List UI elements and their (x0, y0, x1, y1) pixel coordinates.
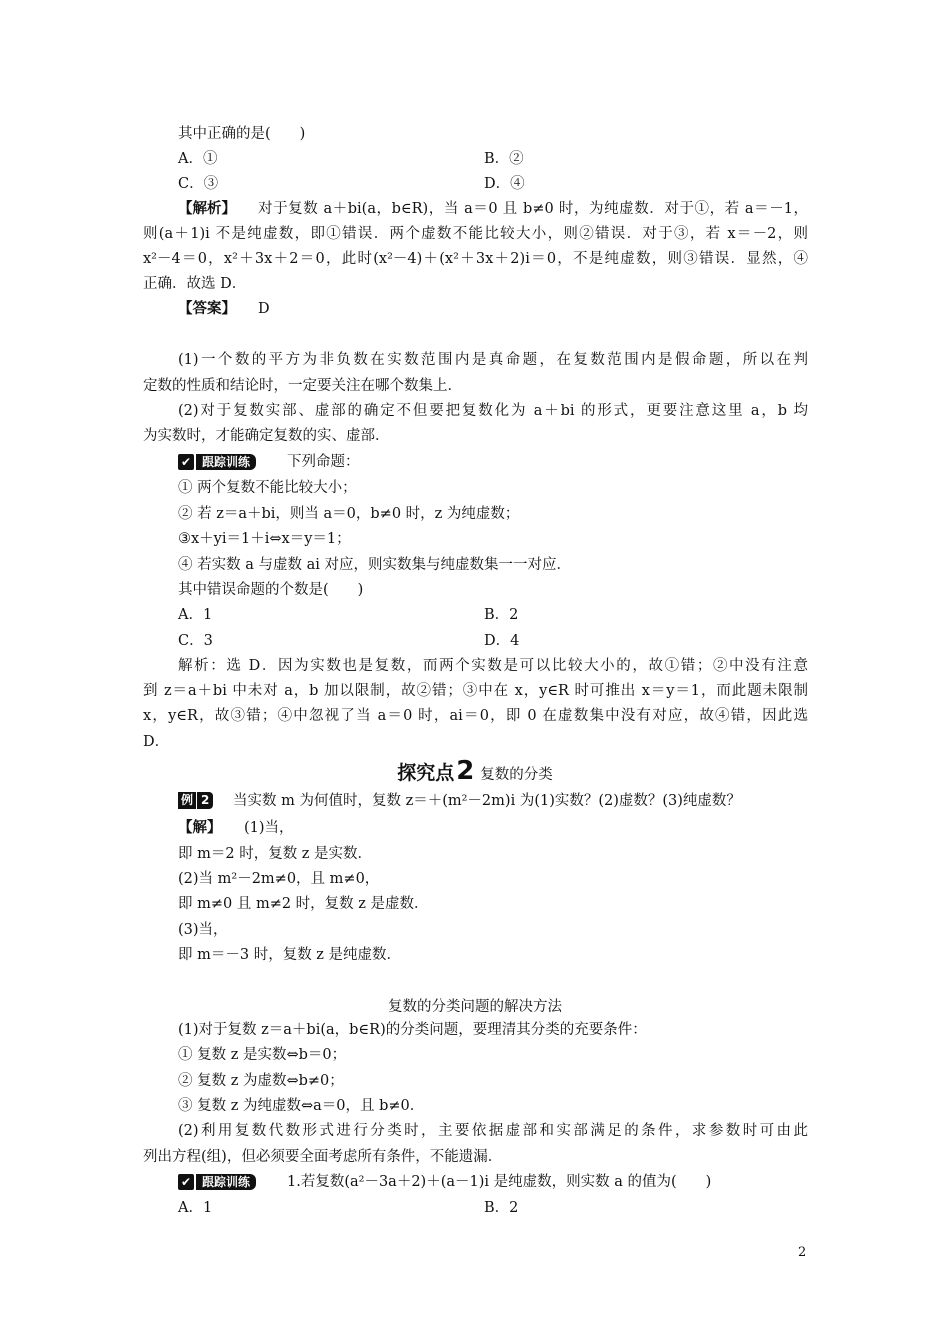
section-number: 2 (456, 756, 475, 786)
training-option-a: A．1 (178, 607, 213, 623)
example-line-4: 即 m≠0 且 m≠2 时，复数 z 是虚数． (178, 896, 429, 912)
check-icon: ✔ (178, 1174, 194, 1190)
training-question: 其中错误命题的个数是( ) (178, 582, 364, 598)
note-line-2: 定数的性质和结论时，一定要关注在哪个数集上． (143, 378, 462, 394)
solution-line-3: x，y∈R，故③错；④中忽视了当 a＝0 时，ai＝0，即 0 在虚数集中没有对应，故④错，因此选 (143, 708, 808, 724)
analysis-line-2: 则(a＋1)i 不是纯虚数，即①错误．两个虚数不能比较大小，则②错误．对于③，若 x＝－2，则 (143, 226, 808, 242)
method-line-2b: 列出方程(组)，但必须要全面考虑所有条件，不能遗漏． (143, 1149, 503, 1165)
proposition-4: ④ 若实数 a 与虚数 ai 对应，则实数集与纯虚数集一一对应． (178, 557, 571, 573)
training-option-c: C．3 (178, 633, 213, 649)
method-item-3: ③ 复数 z 为纯虚数⇔a＝0，且 b≠0． (178, 1098, 425, 1114)
example-line-3: (2)当 m²－2m≠0，且 m≠0， (178, 871, 380, 887)
example-badge-label: 例 (178, 792, 196, 809)
training2-question: 1.若复数(a²－3a＋2)＋(a－1)i 是纯虚数，则实数 a 的值为( ) (287, 1174, 712, 1190)
analysis-label: 【解析】 (178, 200, 236, 217)
training-tag-2: 跟踪训练 (196, 1174, 256, 1190)
solution-line-1: 解析：选 D．因为实数也是复数，而两个实数是可以比较大小的，故①错；②中没有注意 (178, 658, 808, 674)
method-title: 复数的分类问题的解决方法 (388, 999, 562, 1015)
answer-value: D (258, 301, 270, 317)
section-title: 探究点 (397, 762, 455, 784)
example-line-6: 即 m＝－3 时，复数 z 是纯虚数． (178, 947, 402, 963)
note-line-4: 为实数时，才能确定复数的实、虚部． (143, 428, 390, 444)
option-a: A．① (178, 151, 218, 167)
proposition-3: ③x＋yi＝1＋i⇔x＝y＝1； (178, 531, 351, 547)
method-item-2: ② 复数 z 为虚数⇔b≠0； (178, 1073, 344, 1089)
example-line-1: (1)当， (244, 820, 294, 836)
training-tag: 跟踪训练 (196, 454, 256, 470)
training-option-d: D．4 (484, 633, 520, 649)
example-badge-number: 2 (197, 792, 213, 809)
option-d: D．④ (484, 176, 525, 192)
analysis-line-1: 对于复数 a＋bi(a，b∈R)，当 a＝0 且 b≠0 时，为纯虚数．对于①，若 a＝－1， (258, 201, 808, 217)
solution-line-4: D． (143, 734, 170, 750)
section-name: 复数的分类 (480, 767, 553, 783)
option-c: C．③ (178, 176, 219, 192)
training-badge (178, 453, 256, 470)
solution-label: 【解】 (178, 819, 222, 836)
example-line-2: 即 m＝2 时，复数 z 是实数． (178, 846, 373, 862)
note-line-1: (1)一个数的平方为非负数在实数范围内是真命题，在复数范围内是假命题，所以在判 (178, 352, 808, 368)
method-item-1: ① 复数 z 是实数⇔b＝0； (178, 1047, 347, 1063)
section-header (0, 756, 950, 786)
page-number: 2 (798, 1245, 807, 1260)
training2-option-b: B．2 (484, 1200, 519, 1216)
note-line-3: (2)对于复数实部、虚部的确定不但要把复数化为 a＋bi 的形式，更要注意这里 a，b 均 (178, 403, 808, 419)
answer-label: 【答案】 (178, 300, 236, 317)
method-line-1: (1)对于复数 z＝a＋bi(a，b∈R)的分类问题，要理清其分类的充要条件： (178, 1022, 647, 1038)
analysis-line-4: 正确．故选 D． (143, 276, 247, 292)
option-b: B．② (484, 151, 524, 167)
example-question: 当实数 m 为何值时，复数 z＝＋(m²－2m)i 为(1)实数？(2)虚数？(3)纯虚数？ (233, 793, 741, 809)
example-badge (178, 792, 213, 809)
check-icon: ✔ (178, 454, 194, 470)
proposition-1: ① 两个复数不能比较大小； (178, 480, 357, 496)
training-badge-2 (178, 1173, 256, 1190)
training2-option-a: A．1 (178, 1200, 213, 1216)
training-intro: 下列命题： (287, 454, 360, 470)
example-line-5: (3)当， (178, 922, 228, 938)
solution-line-2: 到 z＝a＋bi 中未对 a，b 加以限制，故②错；③中在 x，y∈R 时可推出 x＝y＝1，而此题未限制 (143, 683, 808, 699)
question-text: 其中正确的是( ) (178, 126, 306, 142)
analysis-line-3: x²－4＝0，x²＋3x＋2＝0，此时(x²－4)＋(x²＋3x＋2)i＝0，不是纯虚数，则③错误．显然，④ (143, 251, 808, 267)
method-line-2a: (2)利用复数代数形式进行分类时，主要依据虚部和实部满足的条件，求参数时可由此 (178, 1123, 808, 1139)
proposition-2: ② 若 z＝a＋bi，则当 a＝0，b≠0 时，z 为纯虚数； (178, 506, 520, 522)
training-option-b: B．2 (484, 607, 519, 623)
